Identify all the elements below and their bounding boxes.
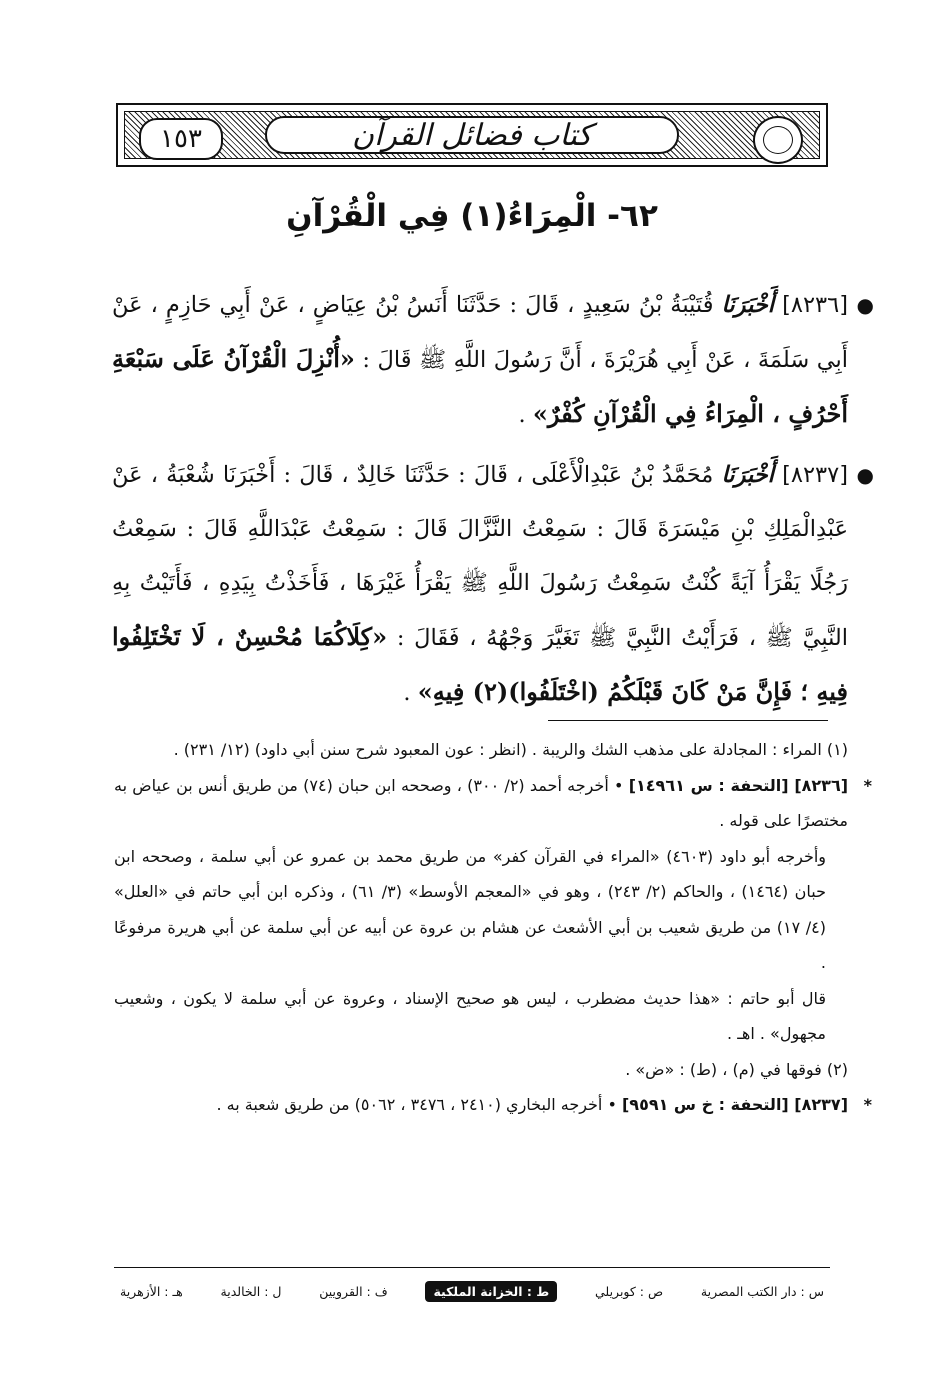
takhrij-body: • أخرجه أحمد (٢/ ٣٠٠) ، وصححه ابن حبان (٧٤) من طريق أنس بن عياض به مختصرًا على قوله .: [114, 775, 848, 830]
footnote-2: (٢) فوقها في (م) ، (ط) : «ض» .: [625, 1059, 848, 1079]
chapter-title: ٦٢- الْمِرَاءُ(١) فِي الْقُرْآنِ: [286, 198, 658, 234]
manuscript-legend: [120, 1276, 824, 1306]
hadith-matn: «أُنْزِلَ الْقُرْآنُ عَلَى سَبْعَةِ أَحْرُفٍ ، الْمِرَاءُ فِي الْقُرْآنِ كُفْرٌ»: [112, 344, 848, 428]
hadith-text: [112, 278, 874, 720]
akhbarana-label: أَخْبَرَنَا: [721, 462, 774, 488]
hadith-number: [٨٢٣٧]: [782, 462, 849, 488]
takhrij-head: [٨٢٣٦] [التحفة : س ١٤٩٦١]: [628, 775, 849, 795]
hadith-8237: [112, 448, 874, 720]
takhrij-8236-paragraph-2: وأخرجه أبو داود (٤٦٠٣) «المراء في القرآن كفر» من طريق محمد بن عمرو عن أبي سلمة ، وصححه ابن حبان (١٤٦٤) ، والحاكم (٢/ ٢٤٣) ، وهو في «المعجم الأوسط» (٣/ ٦١) ، وذكره ابن أبي حاتم في «العلل» (٤/ ١٧) من طريق شعيب بن أبي الأشعث عن هشام بن عروة عن أبيه عن أبي سلمة عن أبي هريرة مرفوعًا .: [114, 846, 827, 972]
footnote-1: (١) المراء : المجادلة على مذهب الشك والريبة . (انظر : عون المعبود شرح سنن أبي داود) (١٢/ ٢٣١) .: [173, 740, 848, 759]
footnotes: [114, 732, 872, 1123]
takhrij-8236: [114, 768, 872, 839]
header-ornament-border: [124, 111, 820, 159]
legend-item: هـ : الأزهرية: [120, 1283, 183, 1299]
page-header: [116, 103, 828, 167]
legend-item: ل : الخالدية: [220, 1283, 282, 1299]
asterisk-icon: *: [863, 775, 872, 795]
takhrij-body: • أخرجه البخاري (٢٤١٠ ، ٣٤٧٦ ، ٥٠٦٢) من طريق شعبة به .: [216, 1095, 617, 1114]
legend-item: س : دار الكتب المصرية: [700, 1283, 824, 1299]
page-number: ١٥٣: [139, 118, 223, 160]
book-seal-logo: [753, 116, 803, 164]
hadith-isnad: مُحَمَّدُ بْنُ عَبْدِالْأَعْلَى ، قَالَ : حَدَّثَنَا خَالِدٌ ، قَالَ : أَخْبَرَنَا شُعْبَةُ ، عَنْ عَبْدِالْمَلِكِ بْنِ مَيْسَرَةَ قَالَ : سَمِعْتُ النَّزَّالَ قَالَ : سَمِعْتُ عَبْدَاللَّهِ قَالَ : سَمِعْتُ رَجُلًا يَقْرَأُ آيَةً كُنْتُ سَمِعْتُ رَسُولَ اللَّهِ ﷺ يَقْرَأُ غَيْرَهَا ، فَأَخَذْتُ بِيَدِهِ ، فَأَتَيْتُ بِهِ النَّبِيَّ ﷺ ، فَرَأَيْتُ النَّبِيَّ ﷺ تَغَيَّرَ وَجْهُهُ ، فَقَالَ :: [112, 462, 849, 651]
footnote-divider: [548, 720, 828, 721]
takhrij-8236-paragraph-3: قال أبو حاتم : «هذا حديث مضطرب ، ليس هو صحيح الإسناد ، وعروة عن أبي سلمة لا يكون ، وشعيب مجهول» . اهـ .: [114, 988, 826, 1043]
akhbarana-label: أَخْبَرَنَا: [721, 292, 775, 318]
legend-item: ف : القرويين: [319, 1283, 388, 1299]
takhrij-8237: [114, 1087, 872, 1123]
asterisk-icon: *: [863, 1095, 872, 1114]
legend-item: ص : كوبريلي: [595, 1283, 664, 1299]
book-title: كتاب فضائل القرآن: [265, 116, 679, 154]
hadith-end: .: [518, 402, 533, 428]
bullet-icon: ●: [856, 463, 874, 487]
takhrij-head: [٨٢٣٧] [التحفة : خ س ٩٥٩١]: [621, 1095, 848, 1114]
footer-divider: [114, 1267, 830, 1268]
hadith-isnad: قُتَيْبَةُ بْنُ سَعِيدٍ ، قَالَ : حَدَّثَنَا أَنَسُ بْنُ عِيَاضٍ ، عَنْ أَبِي حَازِمٍ ، عَنْ أَبِي سَلَمَةَ ، عَنْ أَبِي هُرَيْرَةَ ، أَنَّ رَسُولَ اللَّهِ ﷺ قَالَ :: [112, 292, 849, 373]
hadith-number: [٨٢٣٦]: [782, 292, 848, 318]
legend-item-highlighted: ط : الخزانة الملكية: [425, 1281, 557, 1302]
hadith-end: .: [403, 680, 418, 706]
bullet-icon: ●: [856, 293, 874, 317]
hadith-8236: [112, 278, 874, 442]
hadith-matn: «كِلَاكُمَا مُحْسِنٌ ، لَا تَخْتَلِفُوا فِيهِ ؛ فَإِنَّ مَنْ كَانَ قَبْلَكُمُ (اخْتَلَفُوا)(٢) فِيهِ»: [112, 622, 848, 706]
